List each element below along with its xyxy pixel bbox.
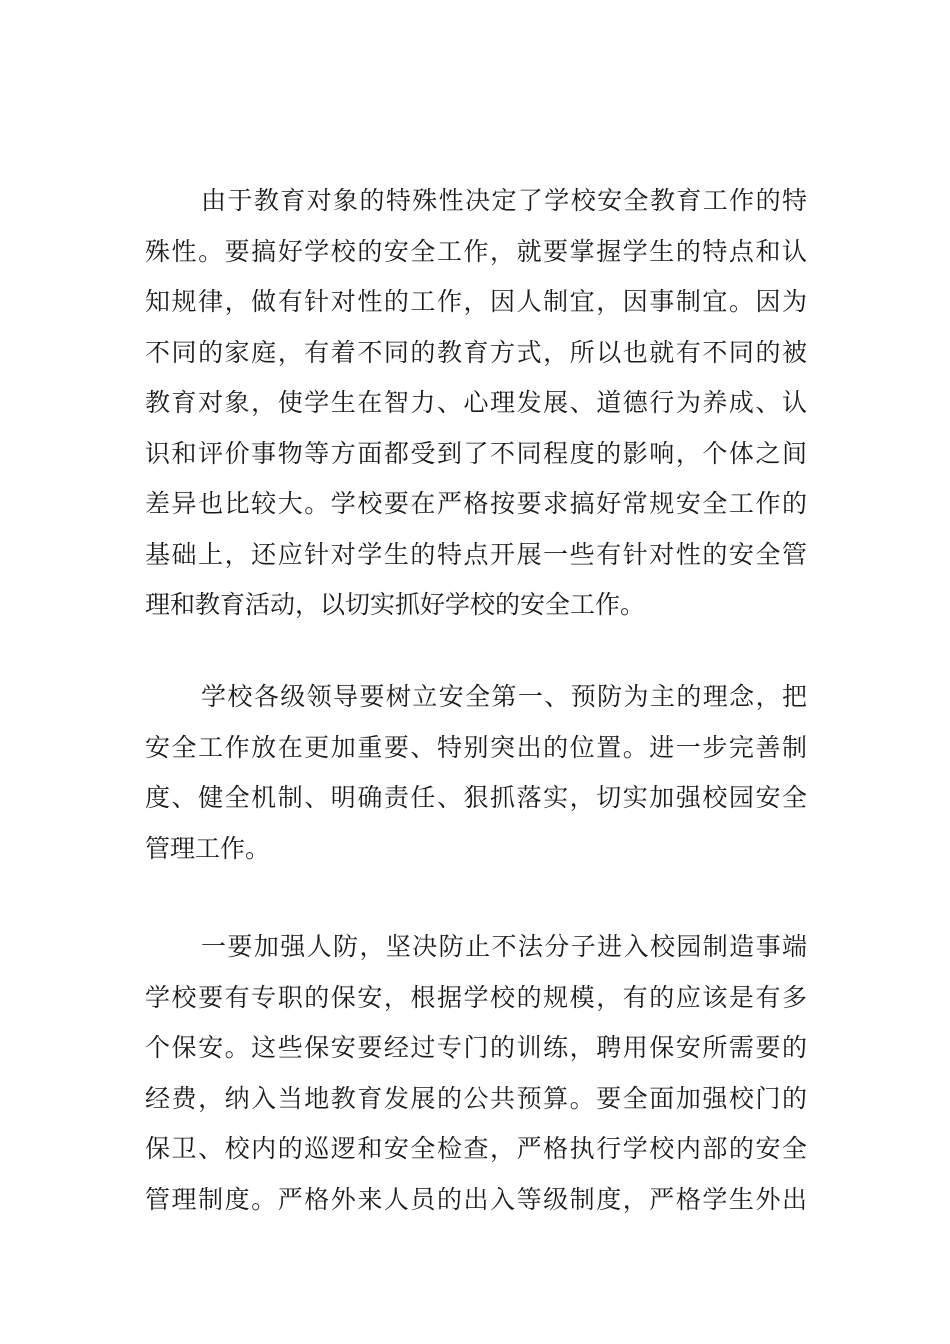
- paragraph-line: 识和评价事物等方面都受到了不同程度的影响，个体之间: [145, 438, 807, 468]
- paragraph-line: 学校要有专职的保安，根据学校的规模，有的应该是有多: [145, 982, 807, 1012]
- paragraph-school-safety-particularity: [145, 176, 807, 631]
- paragraph-leadership-safety-first: [145, 672, 807, 874]
- paragraph-line: 由于教育对象的特殊性决定了学校安全教育工作的特: [201, 186, 807, 215]
- paragraph-line: 安全工作放在更加重要、特别突出的位置。进一步完善制: [145, 732, 807, 762]
- paragraph-line: 不同的家庭，有着不同的教育方式，所以也就有不同的被: [145, 337, 807, 367]
- paragraph-line: 管理制度。严格外来人员的出入等级制度，严格学生外出: [145, 1184, 807, 1214]
- paragraph-line: 理和教育活动，以切实抓好学校的安全工作。: [145, 590, 646, 619]
- paragraph-line: 经费，纳入当地教育发展的公共预算。要全面加强校门的: [145, 1083, 807, 1113]
- paragraph-strengthen-security: [145, 922, 807, 1225]
- paragraph-line: 度、健全机制、明确责任、狠抓落实，切实加强校园安全: [145, 783, 807, 812]
- paragraph-line: 知规律，做有针对性的工作，因人制宜，因事制宜。因为: [145, 287, 807, 316]
- paragraph-line: 一要加强人防，坚决防止不法分子进入校园制造事端: [201, 932, 807, 961]
- paragraph-line: 个保安。这些保安要经过专门的训练，聘用保安所需要的: [145, 1033, 807, 1062]
- paragraph-line: 学校各级领导要树立安全第一、预防为主的理念，把: [201, 682, 807, 711]
- paragraph-line: 基础上，还应针对学生的特点开展一些有针对性的安全管: [145, 539, 807, 569]
- paragraph-line: 管理工作。: [145, 833, 271, 863]
- paragraph-line: 殊性。要搞好学校的安全工作，就要掌握学生的特点和认: [145, 236, 807, 266]
- paragraph-line: 保卫、校内的巡逻和安全检查，严格执行学校内部的安全: [145, 1134, 807, 1163]
- paragraph-line: 教育对象，使学生在智力、心理发展、道德行为养成、认: [145, 388, 807, 417]
- paragraph-line: 差异也比较大。学校要在严格按要求搞好常规安全工作的: [145, 489, 807, 518]
